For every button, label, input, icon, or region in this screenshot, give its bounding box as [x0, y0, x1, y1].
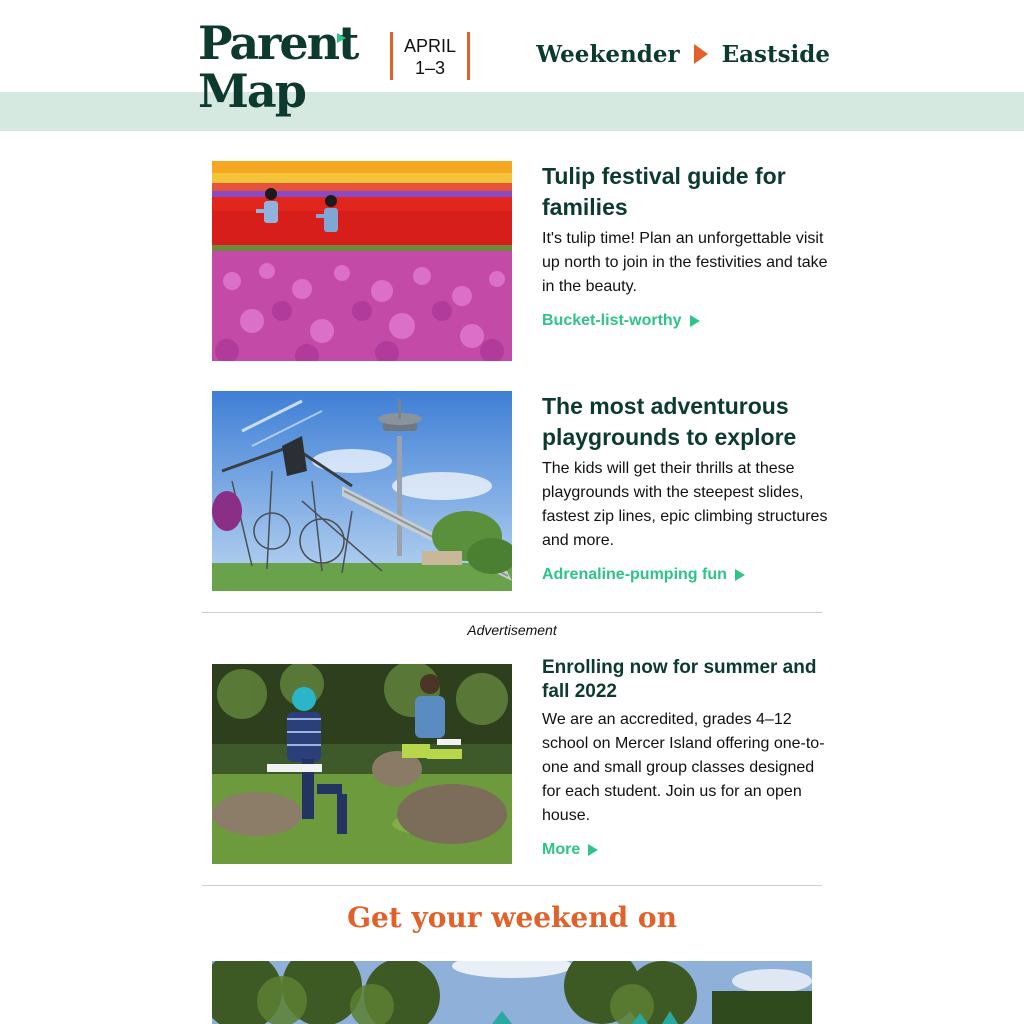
- ad-description: We are an accredited, grades 4–12 school on Mercer Island offering one-to-one and small group classes designed for each student. Join us for an open house.: [542, 711, 825, 824]
- issue-date-month: APRIL: [403, 36, 457, 56]
- story-description: It's tulip time! Plan an unforgettable visit up north to join in the festivities and take in the beauty.: [542, 230, 828, 295]
- story-cta-label: Adrenaline-pumping fun: [542, 566, 727, 583]
- divider: [202, 612, 822, 613]
- play-arrow-icon: [588, 844, 598, 856]
- play-arrow-icon: [735, 569, 745, 581]
- logo-triangle-icon: [337, 33, 346, 43]
- issue-date: [390, 32, 470, 80]
- logo-line-1: Parent: [198, 16, 358, 70]
- section-title: Get your weekend on: [347, 901, 677, 934]
- edition-region: Eastside: [721, 40, 830, 68]
- weekend-feature-photo[interactable]: [212, 961, 812, 1024]
- ad-title[interactable]: Enrolling now for summer and fall 2022: [542, 657, 817, 702]
- logo-line-2: Map: [198, 64, 305, 118]
- students-photo[interactable]: [212, 664, 512, 864]
- story-title[interactable]: Tulip festival guide for families: [542, 163, 786, 220]
- breadcrumb-arrow-icon: [694, 44, 708, 64]
- parentmap-logo[interactable]: [198, 18, 358, 122]
- story-cta-link[interactable]: [542, 563, 745, 587]
- edition-breadcrumb: [536, 38, 830, 70]
- story-text: [542, 161, 832, 333]
- issue-date-days: 1–3: [414, 58, 446, 78]
- header: [0, 0, 1024, 92]
- story-cta-label: Bucket-list-worthy: [542, 312, 682, 329]
- ad-cta-label: More: [542, 841, 581, 858]
- story-text: [542, 391, 832, 587]
- story-description: The kids will get their thrills at these playgrounds with the steepest slides, fastest zip lines, epic climbing structures and more.: [542, 460, 828, 549]
- playground-photo[interactable]: [212, 391, 512, 591]
- header-band: [0, 92, 1024, 131]
- ad-cta-link[interactable]: [542, 838, 598, 862]
- edition-name: Weekender: [536, 40, 680, 68]
- play-arrow-icon: [690, 315, 700, 327]
- story-cta-link[interactable]: [542, 309, 700, 333]
- ad-text: [542, 656, 832, 862]
- tulip-field-photo[interactable]: [212, 161, 512, 361]
- divider: [202, 885, 822, 886]
- advertisement-label: Advertisement: [467, 622, 557, 638]
- story-title[interactable]: The most adventurous playgrounds to explore: [542, 393, 797, 450]
